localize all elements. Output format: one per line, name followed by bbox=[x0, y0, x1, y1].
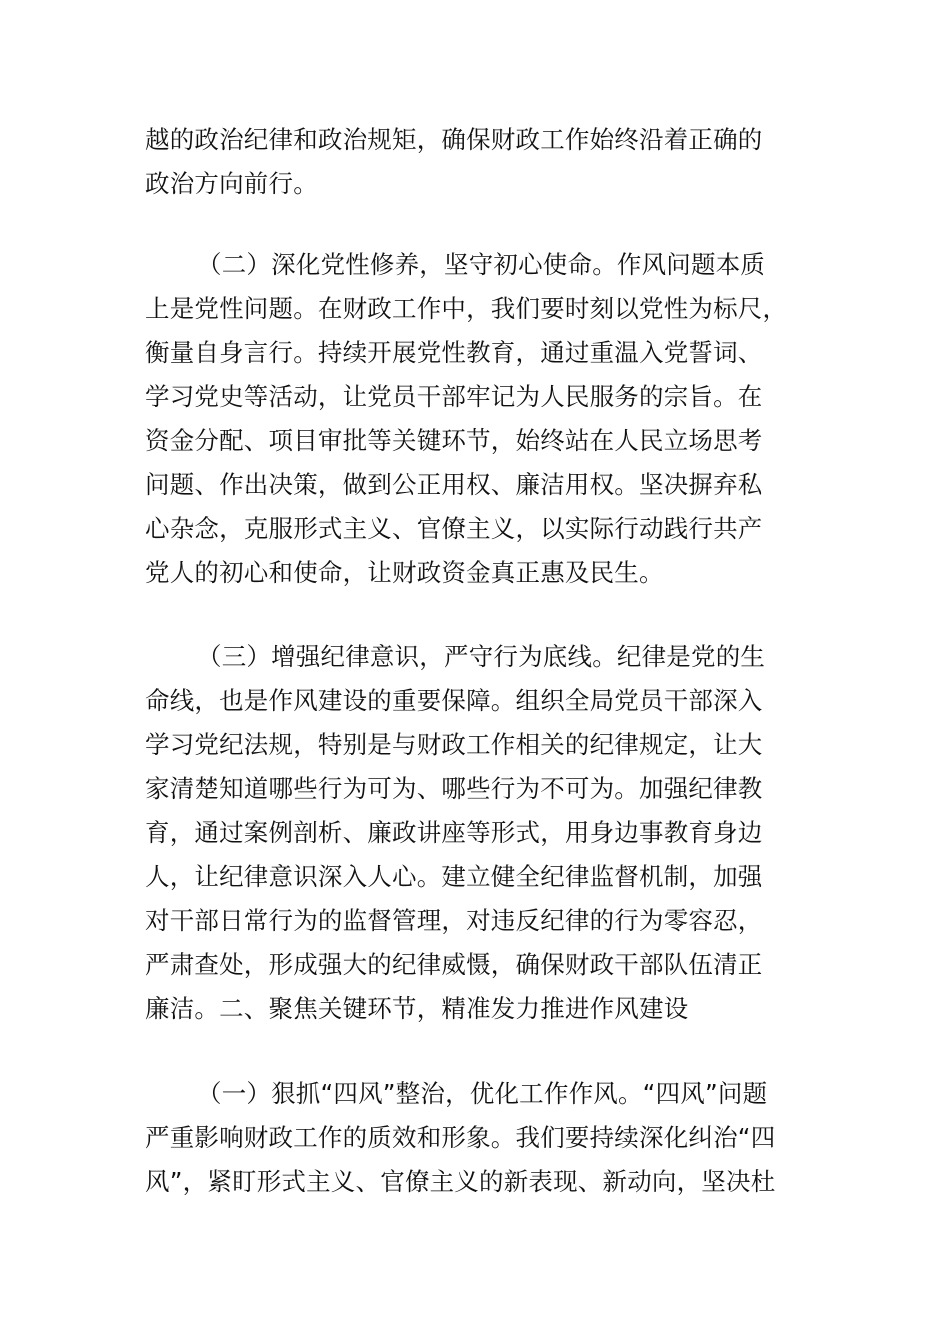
text-line: 家清楚知道哪些行为可为、哪些行为不可为。加强纪律教 bbox=[145, 774, 763, 803]
text-line: 严肃查处，形成强大的纪律威慑，确保财政干部队伍清正 bbox=[145, 950, 763, 979]
paragraph-section-2-1 bbox=[145, 1072, 825, 1204]
text-line: 严重影响财政工作的质效和形象。我们要持续深化纠治“四 bbox=[145, 1123, 776, 1152]
text-line: 资金分配、项目审批等关键环节，始终站在人民立场思考 bbox=[145, 426, 763, 455]
text-line: 风”，紧盯形式主义、官僚主义的新表现、新动向，坚决杜 bbox=[145, 1167, 776, 1196]
text-line: 政治方向前行。 bbox=[145, 169, 318, 198]
paragraph-section-1-3 bbox=[145, 635, 825, 1031]
text-line: 育，通过案例剖析、廉政讲座等形式，用身边事教育身边 bbox=[145, 818, 763, 847]
text-line: 心杂念，克服形式主义、官僚主义，以实际行动践行共产 bbox=[145, 514, 763, 543]
text-line: 对干部日常行为的监督管理，对违反纪律的行为零容忍， bbox=[145, 906, 763, 935]
text-line: （三）增强纪律意识，严守行为底线。纪律是党的生 bbox=[197, 642, 766, 671]
text-line: 越的政治纪律和政治规矩，确保财政工作始终沿着正确的 bbox=[145, 125, 763, 154]
text-line: 人，让纪律意识深入人心。建立健全纪律监督机制，加强 bbox=[145, 862, 763, 891]
text-line: （二）深化党性修养，坚守初心使命。作风问题本质 bbox=[197, 250, 766, 279]
text-line: 命线，也是作风建设的重要保障。组织全局党员干部深入 bbox=[145, 686, 763, 715]
text-line: 问题、作出决策，做到公正用权、廉洁用权。坚决摒弃私 bbox=[145, 470, 763, 499]
text-line: 上是党性问题。在财政工作中，我们要时刻以党性为标尺， bbox=[145, 294, 788, 323]
text-line: 学习党纪法规，特别是与财政工作相关的纪律规定，让大 bbox=[145, 730, 763, 759]
text-line: 学习党史等活动，让党员干部牢记为人民服务的宗旨。在 bbox=[145, 382, 763, 411]
paragraph-section-1-2 bbox=[145, 243, 825, 595]
paragraph-continuation bbox=[145, 118, 825, 206]
text-line: 廉洁。二、聚焦关键环节，精准发力推进作风建设 bbox=[145, 994, 689, 1023]
text-line: （一）狠抓“四风”整治，优化工作作风。“四风”问题 bbox=[197, 1079, 768, 1108]
text-line: 党人的初心和使命，让财政资金真正惠及民生。 bbox=[145, 558, 664, 587]
text-line: 衡量自身言行。持续开展党性教育，通过重温入党誓词、 bbox=[145, 338, 763, 367]
